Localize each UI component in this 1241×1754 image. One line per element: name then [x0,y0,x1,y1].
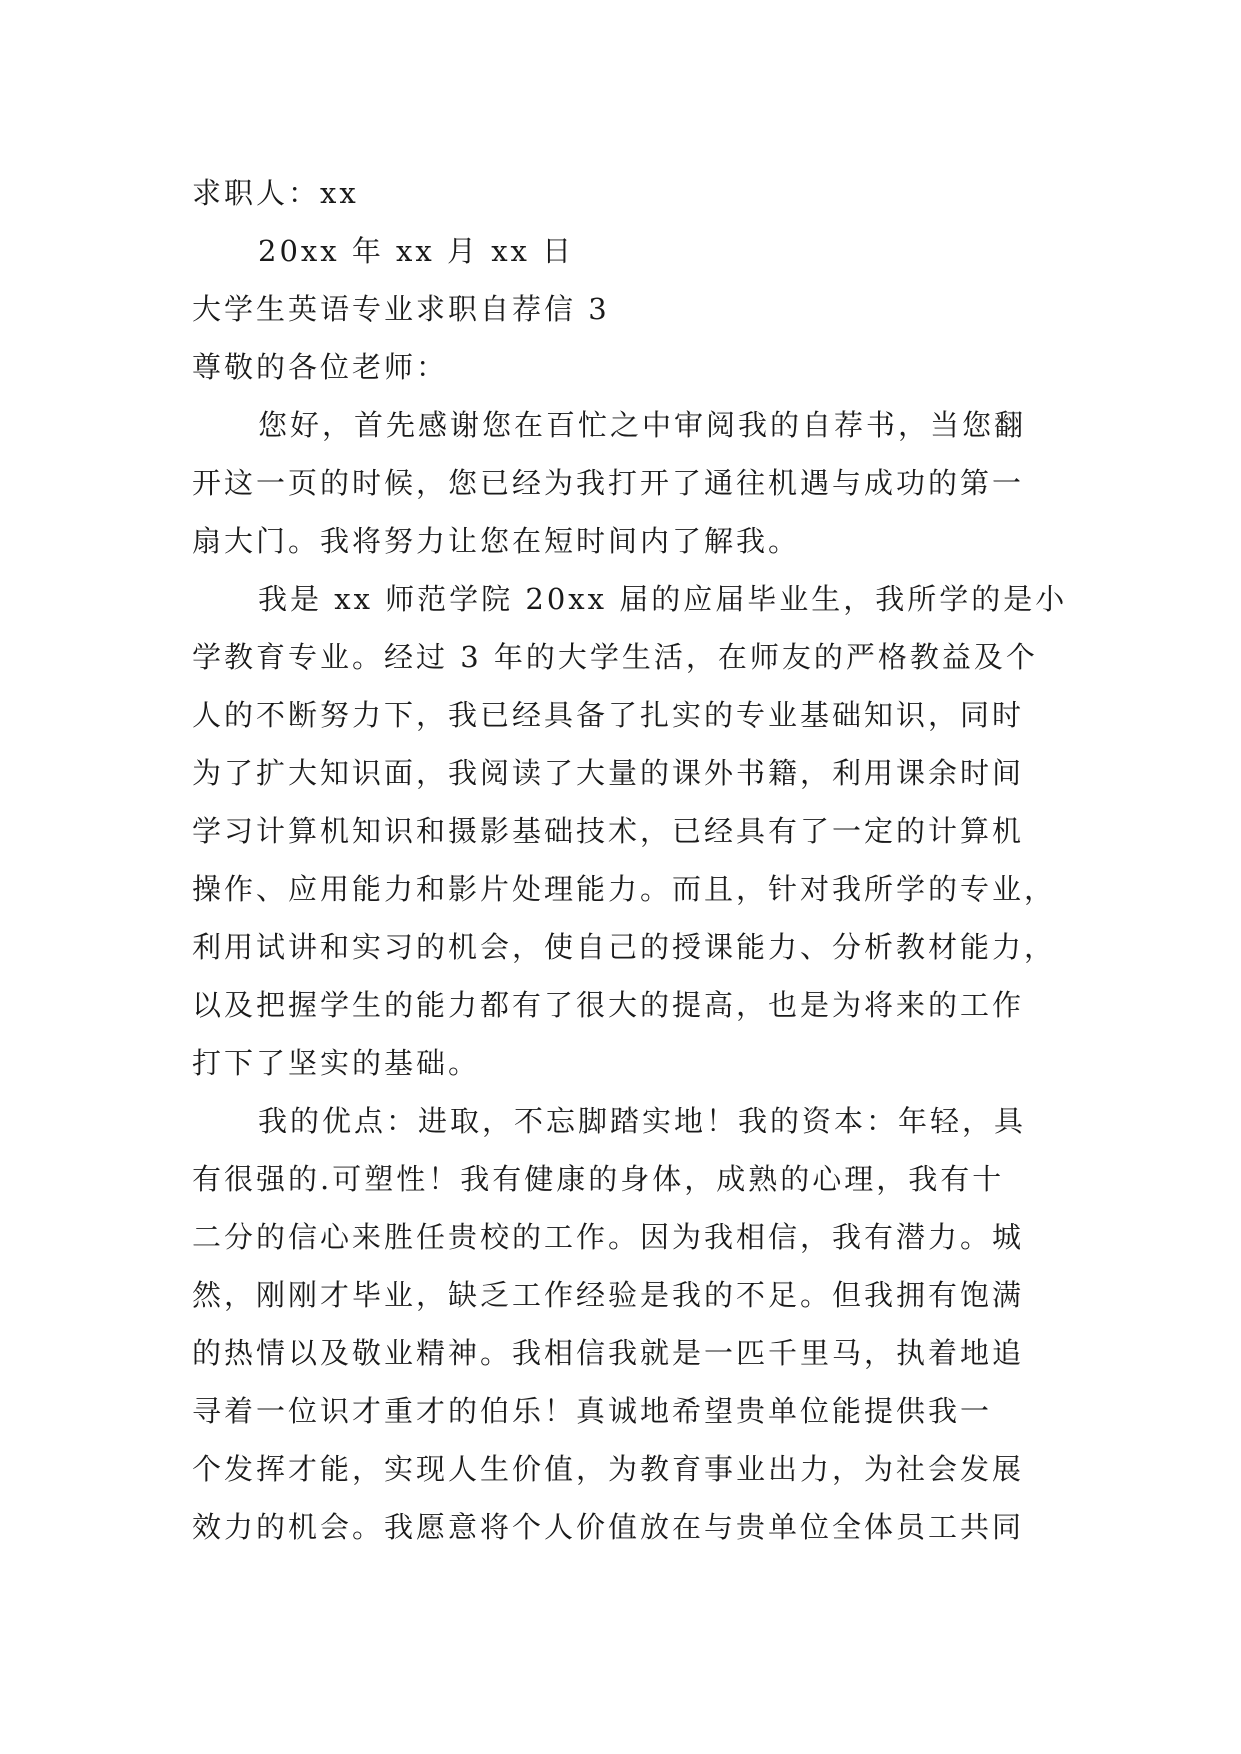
paragraph-line: 利用试讲和实习的机会，使自己的授课能力、分析教材能力， [192,930,1057,964]
paragraph-line: 以及把握学生的能力都有了很大的提高，也是为将来的工作 [192,988,1025,1022]
paragraph-line: 为了扩大知识面，我阅读了大量的课外书籍，利用课余时间 [192,756,1025,790]
paragraph-line: 人的不断努力下，我已经具备了扎实的专业基础知识，同时 [192,698,1025,732]
salutation: 尊敬的各位老师： [192,350,449,384]
paragraph-2 [192,570,1068,1092]
paragraph-line: 然，刚刚才毕业，缺乏工作经验是我的不足。但我拥有饱满 [192,1278,1025,1312]
paragraph-line: 效力的机会。我愿意将个人价值放在与贵单位全体员工共同 [192,1510,1025,1544]
paragraph-3 [192,1092,1050,1556]
paragraph-line: 操作、应用能力和影片处理能力。而且，针对我所学的专业， [192,872,1057,906]
paragraph-line: 学习计算机知识和摄影基础技术，已经具有了一定的计算机 [192,814,1025,848]
paragraph-line: 的热情以及敬业精神。我相信我就是一匹千里马，执着地追 [192,1336,1025,1370]
paragraph-line: 有很强的.可塑性！我有健康的身体，成熟的心理，我有十 [192,1162,1005,1196]
paragraph-line: 寻着一位识才重才的伯乐！真诚地希望贵单位能提供我一 [192,1394,993,1428]
paragraph-line: 我是 xx 师范学院 20xx 届的应届毕业生，我所学的是小 [258,582,1068,616]
paragraph-line: 我的优点：进取，不忘脚踏实地！我的资本：年轻，具 [258,1104,1027,1138]
paragraph-line: 您好，首先感谢您在百忙之中审阅我的自荐书，当您翻 [258,408,1027,442]
paragraph-line: 个发挥才能，实现人生价值，为教育事业出力，为社会发展 [192,1452,1025,1486]
paragraph-line: 开这一页的时候，您已经为我打开了通往机遇与成功的第一 [192,466,1025,500]
date-line: 20xx 年 xx 月 xx 日 [258,234,575,268]
paragraph-line: 二分的信心来胜任贵校的工作。因为我相信，我有潜力。城 [192,1220,1025,1254]
paragraph-line: 打下了坚实的基础。 [192,1046,481,1080]
applicant-line: 求职人：xx [192,176,359,210]
paragraph-line: 扇大门。我将努力让您在短时间内了解我。 [192,524,801,558]
letter-body [192,164,1068,1556]
paragraph-line: 学教育专业。经过 3 年的大学生活，在师友的严格教益及个 [192,640,1038,674]
letter-title: 大学生英语专业求职自荐信 3 [192,292,610,326]
paragraph-1 [192,396,1050,570]
